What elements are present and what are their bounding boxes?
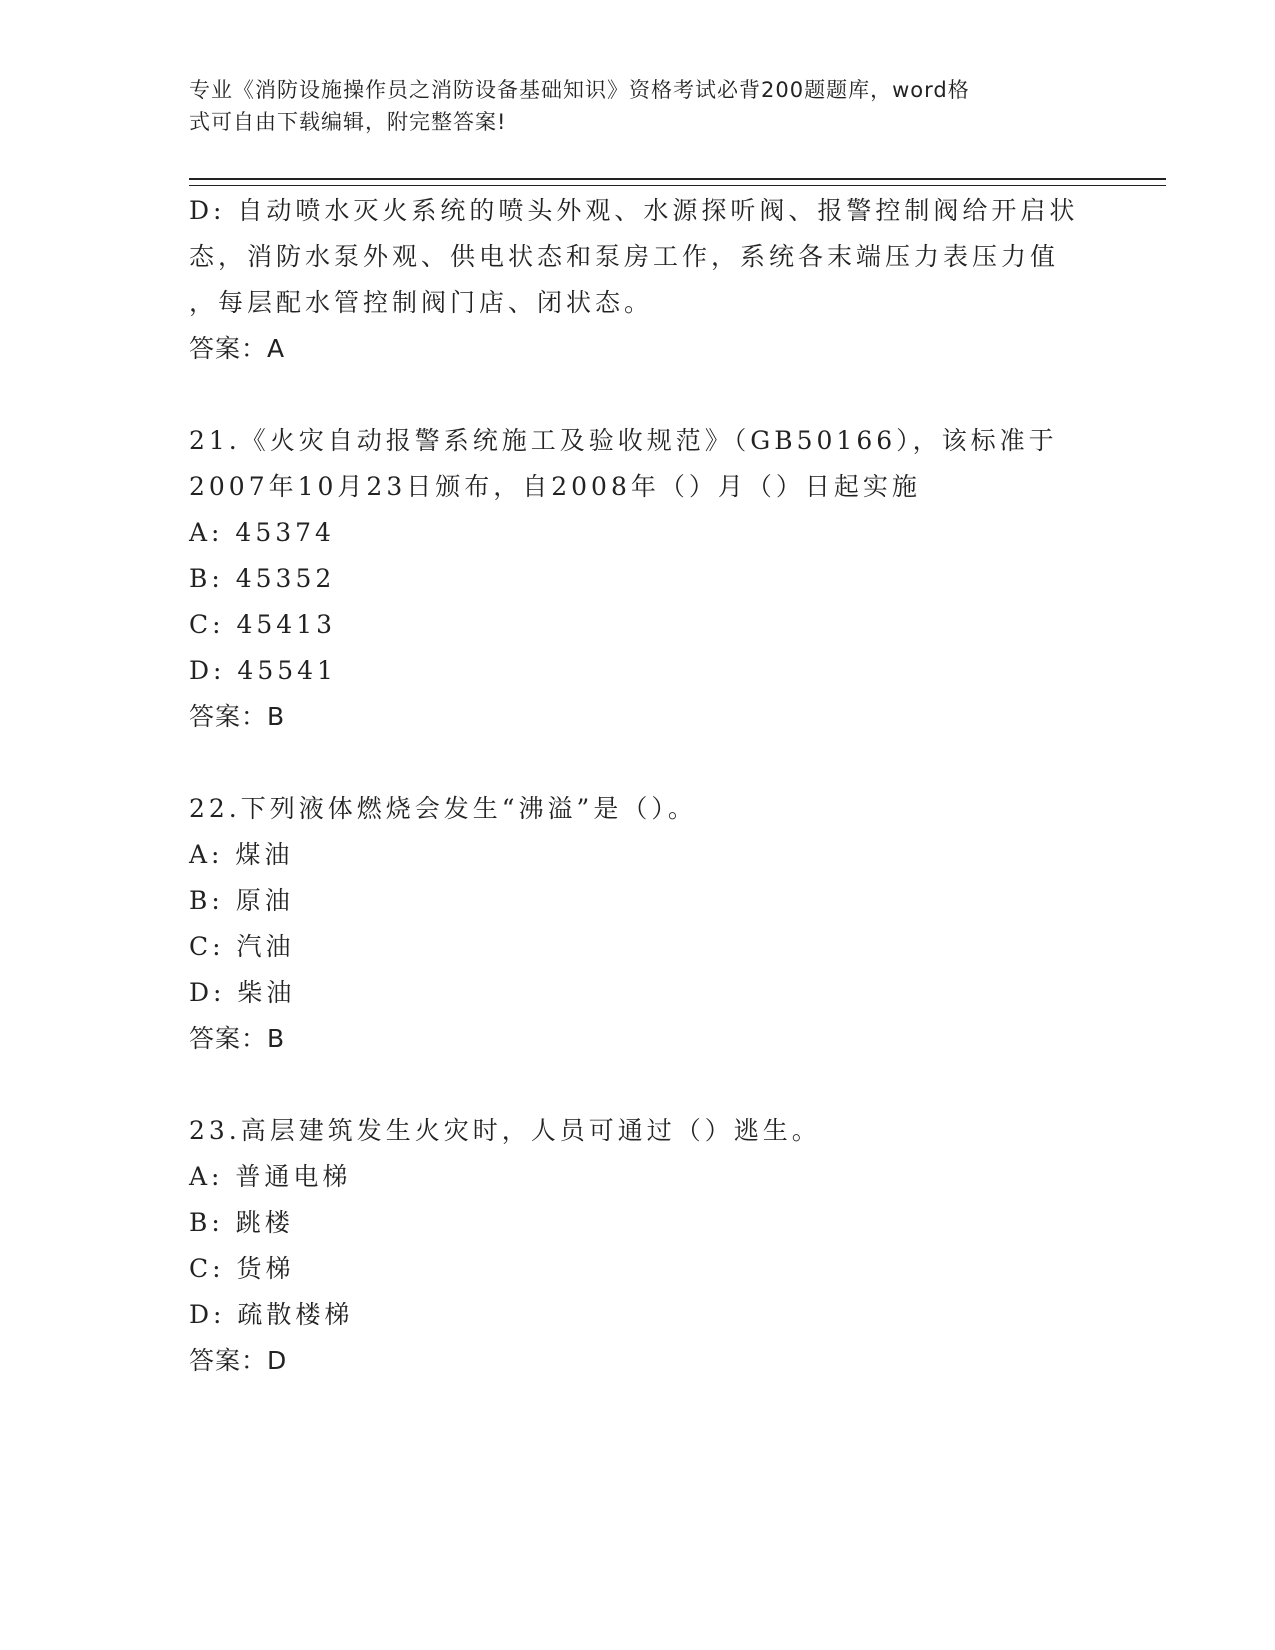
answer-line: 答案：B — [189, 1024, 286, 1053]
option-b: B: 跳楼 — [189, 1208, 294, 1237]
spacer — [189, 1062, 1089, 1108]
question-23 — [189, 1108, 1089, 1384]
header-line-1: 专业《消防设施操作员之消防设备基础知识》资格考试必背200题题库，word格 — [189, 78, 970, 102]
question-21 — [189, 418, 1089, 740]
option-b: B: 原油 — [189, 886, 294, 915]
question-content — [189, 188, 1089, 1384]
answer-line: 答案：D — [189, 1346, 288, 1375]
option-a: A: 45374 — [189, 518, 335, 547]
option-a: A: 普通电梯 — [189, 1162, 352, 1191]
header-line-2: 式可自由下载编辑，附完整答案! — [189, 110, 507, 134]
question-stem: 21.《火灾自动报警系统施工及验收规范》（GB50166），该标准于 — [189, 426, 1058, 455]
option-c: C: 汽油 — [189, 932, 295, 961]
option-a: A: 煤油 — [189, 840, 294, 869]
question-stem: 22.下列液体燃烧会发生“沸溢”是（）。 — [189, 794, 697, 823]
option-c: C: 45413 — [189, 610, 337, 639]
document-header — [189, 74, 1079, 138]
answer-line: 答案：A — [189, 334, 286, 363]
option-c: C: 货梯 — [189, 1254, 295, 1283]
header-rule-thick — [189, 178, 1166, 180]
header-rule-thin — [189, 185, 1166, 186]
spacer — [189, 372, 1089, 418]
option-d: D: 柴油 — [189, 978, 296, 1007]
option-d-continued: 态，消防水泵外观、供电状态和泵房工作，系统各末端压力表压力值 — [189, 242, 1060, 271]
answer-line: 答案：B — [189, 702, 286, 731]
option-b: B: 45352 — [189, 564, 336, 593]
option-d: D: 45541 — [189, 656, 337, 685]
option-d: D: 自动喷水灭火系统的喷头外观、水源探听阀、报警控制阀给开启状 — [189, 196, 1079, 225]
question-22 — [189, 786, 1089, 1062]
previous-question-tail — [189, 188, 1089, 372]
option-d: D: 疏散楼梯 — [189, 1300, 354, 1329]
option-d-continued: ，每层配水管控制阀门店、闭状态。 — [189, 288, 654, 317]
question-stem: 23.高层建筑发生火灾时，人员可通过（）逃生。 — [189, 1116, 821, 1145]
question-stem-continued: 2007年10月23日颁布，自2008年（）月（）日起实施 — [189, 472, 921, 501]
spacer — [189, 740, 1089, 786]
